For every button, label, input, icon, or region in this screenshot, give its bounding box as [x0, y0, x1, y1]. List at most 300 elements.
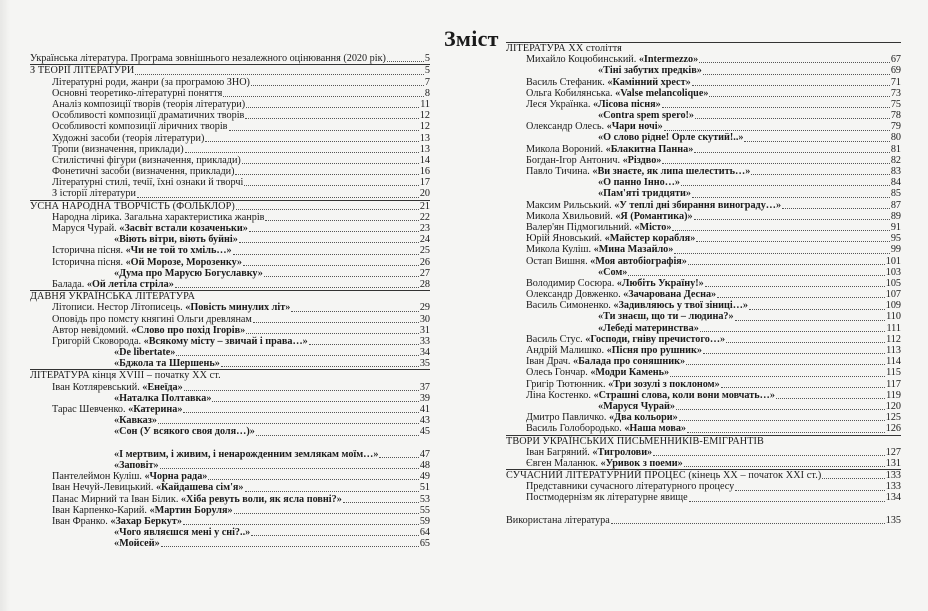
toc-entry-title — [598, 65, 702, 76]
toc-entry-title — [114, 358, 220, 369]
dot-leader — [158, 423, 419, 424]
toc-entry-title — [114, 527, 250, 538]
toc-entry-title — [598, 267, 627, 278]
toc-entry-author: Маруся Чурай. — [52, 223, 120, 234]
toc-entry[interactable] — [506, 233, 901, 244]
toc-entry-title — [30, 201, 235, 212]
toc-entry-work-title: «Різдво» — [622, 154, 662, 166]
toc-entry[interactable] — [506, 166, 901, 177]
dot-leader — [235, 174, 418, 175]
toc-entry[interactable] — [30, 314, 430, 325]
toc-entry-author: Балада. — [52, 278, 87, 290]
toc-entry-work-title: «Маруся Чурай» — [598, 401, 675, 412]
toc-entry-author: Іван Драч. — [526, 356, 573, 368]
page-number: 21 — [419, 200, 430, 212]
dot-leader — [242, 163, 419, 164]
toc-entry[interactable] — [506, 300, 901, 311]
toc-spacer — [506, 504, 901, 515]
toc-entry[interactable] — [506, 200, 901, 211]
dot-leader — [688, 264, 885, 265]
toc-entry-author: Григорій Сковорода. — [52, 335, 144, 347]
dot-leader — [251, 85, 424, 86]
page-number: 24 — [419, 234, 430, 246]
page-number: 28 — [419, 278, 430, 290]
toc-entry[interactable] — [30, 438, 430, 460]
dot-leader — [686, 364, 885, 365]
toc-entry[interactable] — [506, 256, 901, 267]
page-number: 80 — [890, 132, 901, 144]
toc-entry[interactable] — [30, 302, 430, 313]
toc-entry-work-title: «Ти знаєш, що ти – людина?» — [598, 311, 734, 323]
toc-entry-text: ЛІТЕРАТУРА XX століття — [506, 42, 622, 54]
toc-entry-work-title: «Ой летіла стріла» — [86, 278, 174, 290]
toc-entry-author: Пантелеймон Куліш. — [52, 471, 145, 483]
toc-entry-text: Представники сучасного літературного процесу — [526, 481, 735, 493]
page-number: 14 — [419, 154, 430, 166]
page-number: 75 — [890, 98, 901, 110]
dot-leader — [379, 457, 418, 458]
toc-entry-author: Ольга Кобилянська. — [526, 87, 616, 99]
dot-leader — [183, 412, 418, 413]
dot-leader — [776, 398, 885, 399]
toc-entry-author: Остап Вишня. — [526, 255, 591, 267]
toc-section-heading[interactable] — [30, 200, 430, 212]
toc-entry-work-title: «De libertate» — [114, 347, 176, 359]
toc-entry-work-title: «Віють вітри, віють буйні» — [114, 234, 238, 246]
dot-leader — [681, 185, 890, 186]
dot-leader — [689, 501, 885, 502]
toc-entry[interactable] — [30, 382, 430, 393]
toc-entry[interactable] — [30, 77, 430, 88]
toc-entry-title — [114, 460, 159, 471]
toc-entry[interactable] — [30, 121, 430, 132]
toc-entry-title — [526, 289, 716, 300]
toc-entry[interactable] — [30, 482, 430, 493]
page-number: 25 — [419, 245, 430, 257]
toc-entry-title — [52, 155, 241, 166]
page-number: 95 — [890, 233, 901, 245]
dot-leader — [229, 130, 419, 131]
toc-entry-title — [52, 505, 233, 516]
toc-entry-author: Іван Франко. — [52, 515, 111, 527]
toc-entry-text: Оповідь про помсту княгині Ольги древлянам — [52, 313, 252, 325]
toc-entry-work-title: «Мина Мазайло» — [593, 244, 674, 256]
toc-entry-work-title: «Майстер корабля» — [604, 233, 696, 245]
page-number: 29 — [419, 302, 430, 314]
dot-leader — [705, 286, 885, 287]
dot-leader — [664, 130, 890, 131]
page-number: 26 — [419, 256, 430, 268]
toc-section-heading[interactable] — [506, 435, 901, 447]
toc-entry-title — [52, 177, 243, 188]
page-number: 23 — [419, 223, 430, 234]
toc-entry[interactable] — [30, 166, 430, 177]
toc-entry-work-title: «О панно Інно…» — [598, 177, 680, 189]
toc-entry-work-title: «Чорна рада» — [144, 471, 208, 483]
toc-entry[interactable] — [30, 245, 430, 256]
page-number: 43 — [419, 415, 430, 427]
toc-entry-text: ДАВНЯ УКРАЇНСЬКА ЛІТЕРАТУРА — [30, 291, 196, 303]
dot-leader — [679, 420, 885, 421]
toc-entry[interactable] — [506, 345, 901, 356]
page-number: 5 — [424, 65, 430, 77]
toc-entry[interactable] — [506, 144, 901, 155]
toc-entry-work-title: «Захар Беркут» — [110, 515, 182, 527]
toc-entry[interactable] — [506, 493, 901, 504]
toc-entry[interactable] — [506, 390, 901, 401]
toc-entry[interactable] — [30, 415, 430, 426]
toc-entry-author: Василь Голобородько. — [526, 423, 625, 435]
dot-leader — [208, 479, 418, 480]
page-number: 126 — [885, 423, 901, 435]
page-number: 117 — [886, 378, 901, 390]
toc-section-heading[interactable] — [506, 469, 901, 481]
toc-entry-title — [598, 133, 743, 144]
toc-entry-text: Художні засоби (теорія літератури) — [52, 132, 205, 144]
toc-entry-title — [526, 200, 781, 211]
toc-entry-title — [52, 88, 222, 99]
dot-leader — [183, 524, 419, 525]
toc-entry[interactable] — [506, 267, 901, 278]
toc-entry-author: Микола Куліш. — [526, 244, 594, 256]
toc-entry-text: Основні теоретико-літературні поняття — [52, 87, 223, 99]
page-number: 7 — [424, 76, 430, 88]
toc-entry[interactable] — [30, 144, 430, 155]
toc-section-heading[interactable] — [506, 42, 901, 54]
toc-entry-title — [52, 121, 228, 132]
toc-entry[interactable] — [506, 401, 901, 412]
toc-entry-work-title: «Модри Камень» — [590, 367, 670, 379]
toc-entry-work-title: «Засвіт встали козаченьки» — [119, 223, 248, 234]
dot-leader — [692, 197, 890, 198]
toc-entry-work-title: «Лісова пісня» — [592, 98, 661, 110]
toc-entry-author: Леся Українка. — [526, 98, 593, 110]
toc-entry-text: З історії літератури — [52, 188, 136, 200]
toc-entry[interactable] — [506, 458, 901, 469]
toc-entry[interactable] — [30, 404, 430, 415]
dot-leader — [291, 311, 419, 312]
toc-entry-title — [30, 53, 386, 64]
dot-leader — [233, 254, 419, 255]
toc-entry-title — [526, 423, 686, 434]
toc-entry[interactable] — [30, 393, 430, 404]
page-number: 12 — [419, 110, 430, 122]
page-number: 34 — [419, 347, 430, 359]
toc-entry[interactable] — [506, 133, 901, 144]
dot-leader — [243, 265, 419, 266]
toc-entry-title — [526, 222, 671, 233]
page-number: 120 — [885, 401, 901, 412]
toc-entry-work-title: «Сон (У всякого своя доля…)» — [114, 426, 255, 438]
toc-entry[interactable] — [30, 347, 430, 358]
page-number: 48 — [419, 459, 430, 471]
toc-entry-title — [526, 493, 688, 504]
dot-leader — [234, 513, 419, 514]
toc-entry-text: ЛІТЕРАТУРА кінця XVIII – початку XX ст. — [30, 370, 221, 382]
toc-entry-title — [526, 379, 720, 390]
toc-entry[interactable] — [30, 110, 430, 121]
page-number: 49 — [419, 471, 430, 483]
toc-entry-title — [52, 471, 207, 482]
toc-entry[interactable] — [506, 334, 901, 345]
toc-entry[interactable] — [30, 279, 430, 290]
toc-entry[interactable] — [506, 177, 901, 188]
dot-leader — [676, 409, 885, 410]
toc-entry[interactable] — [506, 289, 901, 300]
toc-entry-title — [52, 99, 245, 110]
page-number: 103 — [885, 266, 901, 278]
toc-entry-text: Народна лірика. Загальна характеристика жанрів — [52, 211, 265, 223]
toc-section-heading[interactable] — [30, 290, 430, 302]
page-number: 17 — [419, 177, 430, 189]
toc-entry[interactable] — [506, 121, 901, 132]
toc-entry-title — [52, 144, 184, 155]
toc-entry[interactable] — [30, 494, 430, 505]
toc-entry[interactable] — [506, 110, 901, 121]
toc-entry-author: Євген Маланюк. — [526, 457, 601, 469]
toc-entry-work-title: «Любіть Україну!» — [616, 277, 704, 289]
toc-entry[interactable] — [30, 223, 430, 234]
toc-entry-author: Василь Стус. — [526, 333, 586, 345]
toc-entry-work-title: «Ви знаєте, як липа шелестить…» — [592, 166, 751, 178]
toc-entry-title — [114, 538, 160, 549]
toc-entry[interactable] — [506, 77, 901, 88]
dot-leader — [744, 141, 889, 142]
dot-leader — [251, 535, 419, 536]
toc-entry-work-title: «Чого являєшся мені у сні?..» — [114, 527, 251, 539]
toc-entry-work-title: «Уривок з поеми» — [600, 457, 683, 469]
toc-entry[interactable] — [30, 257, 430, 268]
toc-entry-title — [52, 404, 182, 415]
toc-entry-work-title: «Наталка Полтавка» — [114, 392, 212, 404]
dot-leader — [782, 208, 890, 209]
dot-leader — [653, 455, 885, 456]
toc-entry-title — [526, 121, 663, 132]
page-number: 127 — [885, 446, 901, 458]
toc-entry[interactable] — [506, 312, 901, 323]
toc-entry-work-title: «Катерина» — [128, 404, 183, 415]
page-number: 115 — [886, 367, 901, 379]
page-number: 83 — [890, 166, 901, 178]
toc-entry-work-title: «Intermezzo» — [638, 54, 699, 66]
page-number: 16 — [419, 166, 430, 178]
page-number: 113 — [886, 345, 901, 357]
toc-entry[interactable] — [30, 212, 430, 223]
toc-entry-author: Тарас Шевченко. — [52, 404, 129, 415]
page-number: 119 — [886, 389, 901, 401]
dot-leader — [703, 74, 890, 75]
toc-entry-title — [526, 458, 683, 469]
toc-entry-text: Українська література. Програма зовнішнього незалежного оцінювання (2020 рік) — [30, 53, 386, 65]
toc-entry-title — [52, 494, 342, 505]
toc-entry[interactable] — [506, 323, 901, 334]
toc-entry-title — [30, 291, 195, 302]
toc-entry-author: Історична пісня. — [52, 245, 126, 257]
toc-entry-title — [506, 470, 821, 481]
page-number: 81 — [890, 143, 901, 155]
toc-section-heading[interactable] — [506, 515, 901, 526]
dot-leader — [246, 107, 419, 108]
toc-section-heading[interactable] — [30, 64, 430, 76]
dot-leader — [160, 468, 419, 469]
toc-section-heading[interactable] — [30, 42, 430, 64]
toc-entry-title — [526, 211, 693, 222]
toc-entry-title — [526, 300, 748, 311]
toc-entry-text: Особливості композиції ліричних творів — [52, 121, 228, 133]
toc-entry[interactable] — [30, 155, 430, 166]
dot-leader — [735, 320, 885, 321]
dot-leader — [184, 390, 419, 391]
toc-entry[interactable] — [506, 367, 901, 378]
dot-leader — [265, 220, 418, 221]
toc-entry[interactable] — [506, 99, 901, 110]
toc-entry[interactable] — [30, 177, 430, 188]
toc-entry[interactable] — [30, 538, 430, 549]
dot-leader — [662, 163, 889, 164]
page-number: 13 — [419, 132, 430, 144]
toc-entry-work-title: «Бджола та Шершень» — [114, 358, 220, 370]
toc-entry[interactable] — [506, 379, 901, 390]
toc-entry-work-title: «Задивляюсь у твої зіниці…» — [613, 300, 749, 312]
toc-entry-work-title: «Чари ночі» — [606, 121, 663, 133]
page-number: 51 — [419, 482, 430, 494]
toc-entry-work-title: «Мартин Боруля» — [149, 504, 233, 516]
toc-entry-title — [526, 244, 673, 255]
page-number: 91 — [890, 222, 901, 233]
dot-leader — [161, 546, 419, 547]
dot-leader — [628, 275, 884, 276]
dot-leader — [137, 197, 419, 198]
dot-leader — [223, 96, 424, 97]
toc-entry-title — [52, 325, 245, 336]
toc-entry-text: ТВОРИ УКРАЇНСЬКИХ ПИСЬМЕННИКІВ-ЕМІГРАНТІВ — [506, 435, 764, 447]
toc-entry[interactable] — [506, 54, 901, 65]
page-number: 112 — [886, 333, 901, 345]
toc-entry-author: Богдан-Ігор Антонич. — [526, 154, 623, 166]
toc-entry-title — [526, 390, 775, 401]
toc-entry-author: Іван Нечуй-Левицький. — [52, 482, 156, 494]
toc-entry[interactable] — [506, 188, 901, 199]
toc-entry-text: Постмодернізм як літературне явище — [526, 492, 688, 504]
toc-entry[interactable] — [506, 356, 901, 367]
toc-entry[interactable] — [506, 423, 901, 434]
toc-entry-title — [526, 54, 698, 65]
page-number: 55 — [419, 504, 430, 516]
page-number: 45 — [419, 426, 430, 438]
toc-entry[interactable] — [30, 460, 430, 471]
toc-entry-title — [526, 447, 652, 458]
toc-entry[interactable] — [506, 447, 901, 458]
toc-entry-title — [526, 334, 725, 345]
dot-leader — [700, 331, 886, 332]
toc-entry-text: СУЧАСНИЙ ЛІТЕРАТУРНИЙ ПРОЦЕС (кінець XX – початок XXI ст.) — [506, 470, 822, 482]
toc-entry[interactable] — [506, 88, 901, 99]
toc-entry-title — [52, 245, 232, 256]
toc-entry-work-title: «Наша мова» — [624, 423, 687, 435]
toc-entry[interactable] — [30, 358, 430, 369]
toc-entry[interactable] — [30, 471, 430, 482]
page-number: 82 — [890, 154, 901, 166]
toc-entry[interactable] — [30, 99, 430, 110]
toc-section-heading[interactable] — [30, 369, 430, 381]
toc-entry[interactable] — [30, 527, 430, 538]
toc-entry-work-title: «Ой Морозе, Морозенку» — [125, 256, 243, 268]
toc-entry-title — [52, 382, 183, 393]
toc-entry-work-title: «Лебеді материнства» — [598, 322, 699, 334]
toc-entry-title — [526, 166, 750, 177]
toc-entry-work-title: «Заповіт» — [114, 459, 159, 471]
toc-entry[interactable] — [30, 505, 430, 516]
toc-entry-work-title: «Contra spem spero!» — [598, 110, 695, 122]
toc-entry[interactable] — [30, 325, 430, 336]
dot-leader — [699, 62, 890, 63]
toc-entry-title — [598, 312, 734, 323]
toc-entry[interactable] — [30, 426, 430, 437]
toc-entry-title — [52, 336, 308, 347]
toc-entry-work-title: «Кайдашева сім'я» — [155, 482, 244, 494]
toc-entry[interactable] — [506, 155, 901, 166]
toc-entry-author: Олександр Довженко. — [526, 289, 624, 301]
toc-entry[interactable] — [30, 88, 430, 99]
toc-entry-title — [52, 77, 250, 88]
toc-entry-title — [506, 436, 764, 447]
toc-entry[interactable] — [30, 188, 430, 199]
dot-leader — [735, 490, 884, 491]
page-number: 133 — [885, 470, 901, 482]
page-number: 39 — [419, 392, 430, 404]
toc-entry-work-title: «Камінний хрест» — [607, 76, 691, 88]
toc-entry-work-title: «Всякому місту – звичай і права…» — [143, 335, 308, 347]
toc-entry-title — [52, 133, 204, 144]
toc-left-column — [30, 42, 430, 549]
toc-entry-text: Стилістичні фігури (визначення, приклади) — [52, 154, 241, 166]
page-number: 109 — [885, 300, 901, 312]
toc-entry[interactable] — [30, 336, 430, 347]
toc-entry-work-title: «Повість минулих літ» — [185, 302, 291, 314]
dot-leader — [253, 322, 419, 323]
dot-leader — [662, 107, 890, 108]
toc-entry[interactable] — [506, 412, 901, 423]
toc-entry-author: Історична пісня. — [52, 256, 126, 268]
toc-entry[interactable] — [30, 133, 430, 144]
toc-entry-work-title: «Місто» — [634, 222, 672, 233]
toc-entry[interactable] — [506, 278, 901, 289]
toc-entry-title — [598, 188, 691, 199]
toc-entry[interactable] — [30, 516, 430, 527]
page-number: 114 — [886, 356, 901, 368]
toc-entry[interactable] — [30, 268, 430, 279]
dot-leader — [694, 219, 890, 220]
toc-entry[interactable] — [30, 234, 430, 245]
toc-entry-author: Панас Мирний та Іван Білик. — [52, 493, 181, 505]
toc-entry[interactable] — [506, 222, 901, 233]
toc-entry[interactable] — [506, 481, 901, 492]
toc-entry[interactable] — [506, 211, 901, 222]
toc-entry-title — [52, 257, 242, 268]
toc-entry[interactable] — [506, 244, 901, 255]
dot-leader — [709, 96, 889, 97]
toc-entry-work-title: «І мертвим, і живим, і ненарожденним землякам моїм…» — [114, 448, 379, 460]
toc-entry-work-title: «О слово рідне! Орле скутий!..» — [598, 132, 744, 144]
toc-entry-title — [526, 412, 678, 423]
toc-entry-author: Ліна Костенко. — [526, 389, 594, 401]
dot-leader — [703, 353, 885, 354]
toc-entry[interactable] — [506, 65, 901, 76]
dot-leader — [684, 466, 885, 467]
page-number: 135 — [885, 514, 901, 526]
dot-leader — [694, 152, 890, 153]
dot-leader — [246, 333, 419, 334]
